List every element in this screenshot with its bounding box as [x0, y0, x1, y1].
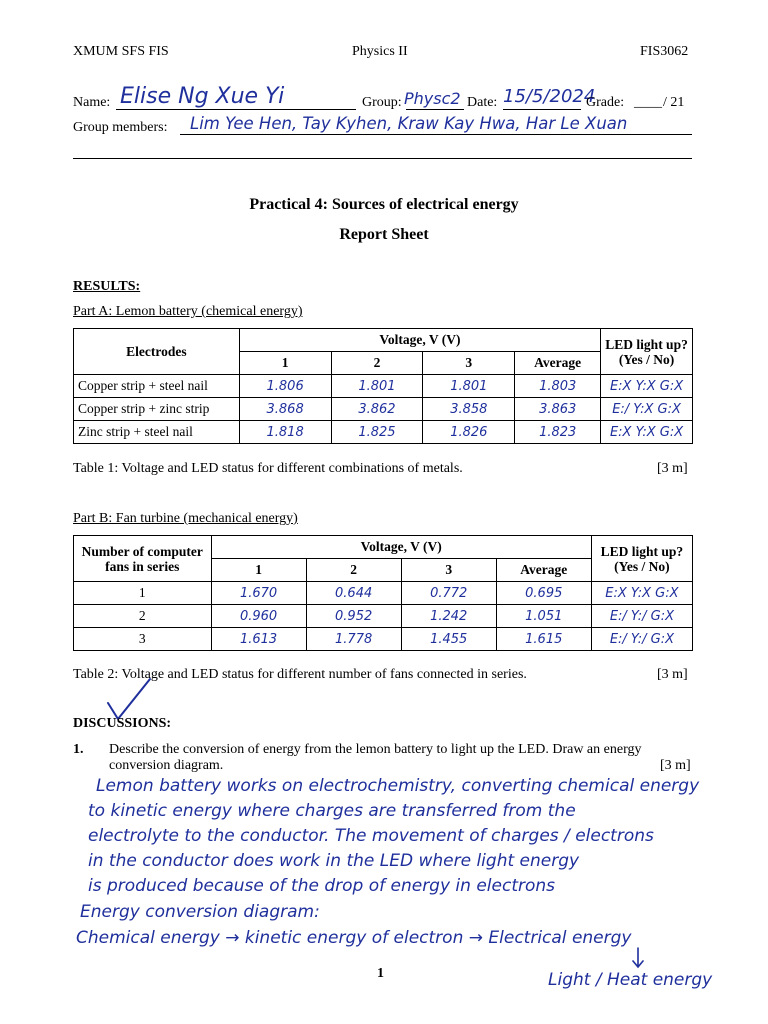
col-voltage: Voltage, V (V)	[239, 329, 600, 352]
cell-v1: 0.960	[211, 605, 306, 628]
table-row	[74, 628, 693, 651]
page-number: 1	[377, 966, 384, 981]
col-electrodes: Electrodes	[74, 329, 240, 375]
col-average: Average	[515, 352, 601, 375]
header-right: FIS3062	[640, 44, 689, 59]
name-value: Elise Ng Xue Yi	[120, 84, 285, 109]
table-row	[74, 582, 693, 605]
q1-number: 1.	[73, 742, 84, 757]
col-trial-1: 1	[239, 352, 331, 375]
grade-blank: ____	[634, 95, 662, 110]
cell-led: E:/ Y:/ G:X	[591, 605, 692, 628]
members-underline	[180, 133, 692, 135]
q1-text-line2: conversion diagram.	[109, 758, 224, 773]
header-divider	[73, 158, 692, 159]
partA-heading: Part A: Lemon battery (chemical energy)	[73, 304, 303, 319]
partB-heading: Part B: Fan turbine (mechanical energy)	[73, 511, 298, 526]
row-label: 3	[74, 628, 212, 651]
grade-total: / 21	[663, 95, 685, 110]
group-underline	[406, 108, 464, 110]
cell-v2: 0.952	[306, 605, 401, 628]
cell-v2: 1.801	[331, 375, 423, 398]
group-value: Physc2	[404, 89, 461, 108]
cell-led: E:X Y:X G:X	[601, 421, 693, 444]
answer-line-6: Energy conversion diagram:	[80, 902, 320, 922]
row-label: Copper strip + steel nail	[74, 375, 240, 398]
table1-caption: Table 1: Voltage and LED status for different combinations of metals.	[73, 461, 463, 476]
table2-marks: [3 m]	[657, 667, 688, 682]
row-label: 2	[74, 605, 212, 628]
cell-avg: 3.863	[515, 398, 601, 421]
cell-v3: 1.826	[423, 421, 515, 444]
table1-marks: [3 m]	[657, 461, 688, 476]
col-led: LED light up? (Yes / No)	[601, 329, 693, 375]
cell-v2: 0.644	[306, 582, 401, 605]
date-underline	[503, 108, 581, 110]
grade-label: Grade:	[586, 95, 625, 110]
answer-line-2: to kinetic energy where charges are transferred from the	[88, 801, 576, 821]
cell-avg: 1.051	[496, 605, 591, 628]
cell-v2: 1.825	[331, 421, 423, 444]
table2-caption: Table 2: Voltage and LED status for different number of fans connected in series.	[73, 667, 527, 682]
results-heading: RESULTS:	[73, 279, 141, 294]
energy-diagram-result: Light / Heat energy	[548, 970, 713, 990]
cell-avg: 0.695	[496, 582, 591, 605]
row-label: Zinc strip + steel nail	[74, 421, 240, 444]
cell-led: E:/ Y:X G:X	[601, 398, 693, 421]
cell-led: E:X Y:X G:X	[601, 375, 693, 398]
cell-v3: 1.455	[401, 628, 496, 651]
cell-v2: 1.778	[306, 628, 401, 651]
row-label: 1	[74, 582, 212, 605]
col-voltage: Voltage, V (V)	[211, 536, 591, 559]
table-row	[74, 375, 693, 398]
col-fans: Number of computer fans in series	[74, 536, 212, 582]
cell-v3: 1.801	[423, 375, 515, 398]
page-subtitle: Report Sheet	[339, 226, 429, 243]
cell-led: E:X Y:X G:X	[591, 582, 692, 605]
col-trial-3: 3	[423, 352, 515, 375]
cell-avg: 1.803	[515, 375, 601, 398]
cell-v2: 3.862	[331, 398, 423, 421]
q1-marks: [3 m]	[660, 758, 691, 773]
table-row	[74, 398, 693, 421]
answer-line-4: in the conductor does work in the LED where light energy	[88, 851, 580, 871]
header-center: Physics II	[352, 44, 408, 59]
table-row	[74, 605, 693, 628]
col-trial-2: 2	[331, 352, 423, 375]
cell-v1: 1.613	[211, 628, 306, 651]
discussions-heading: DISCUSSIONS:	[73, 716, 172, 731]
energy-diagram-line: Chemical energy → kinetic energy of electron → Electrical energy	[76, 928, 632, 948]
cell-v1: 1.806	[239, 375, 331, 398]
answer-line-3: electrolyte to the conductor. The movement of charges / electrons	[88, 826, 654, 846]
group-label: Group:	[362, 95, 402, 110]
header-left: XMUM SFS FIS	[73, 44, 169, 59]
cell-v3: 0.772	[401, 582, 496, 605]
col-average: Average	[496, 559, 591, 582]
col-trial-2: 2	[306, 559, 401, 582]
cell-avg: 1.823	[515, 421, 601, 444]
cell-v1: 3.868	[239, 398, 331, 421]
col-led: LED light up? (Yes / No)	[591, 536, 692, 582]
members-value: Lim Yee Hen, Tay Kyhen, Kraw Kay Hwa, Har Le Xuan	[190, 114, 628, 133]
date-value: 15/5/2024	[503, 86, 596, 107]
cell-v3: 3.858	[423, 398, 515, 421]
answer-line-5: is produced because of the drop of energy in electrons	[88, 876, 556, 896]
cell-v1: 1.670	[211, 582, 306, 605]
cell-led: E:/ Y:/ G:X	[591, 628, 692, 651]
col-trial-3: 3	[401, 559, 496, 582]
table-partA	[73, 328, 693, 444]
table-partB	[73, 535, 693, 651]
cell-v1: 1.818	[239, 421, 331, 444]
col-trial-1: 1	[211, 559, 306, 582]
date-label: Date:	[467, 95, 498, 110]
name-label: Name:	[73, 95, 111, 110]
cell-v3: 1.242	[401, 605, 496, 628]
arrow-down-icon	[628, 946, 648, 970]
cell-avg: 1.615	[496, 628, 591, 651]
row-label: Copper strip + zinc strip	[74, 398, 240, 421]
table-row	[74, 421, 693, 444]
q1-text-line1: Describe the conversion of energy from the lemon battery to light up the LED. Draw an energy	[109, 742, 642, 757]
page-title: Practical 4: Sources of electrical energy	[249, 196, 519, 213]
answer-line-1: Lemon battery works on electrochemistry, converting chemical energy	[96, 776, 700, 796]
members-label: Group members:	[73, 120, 168, 135]
